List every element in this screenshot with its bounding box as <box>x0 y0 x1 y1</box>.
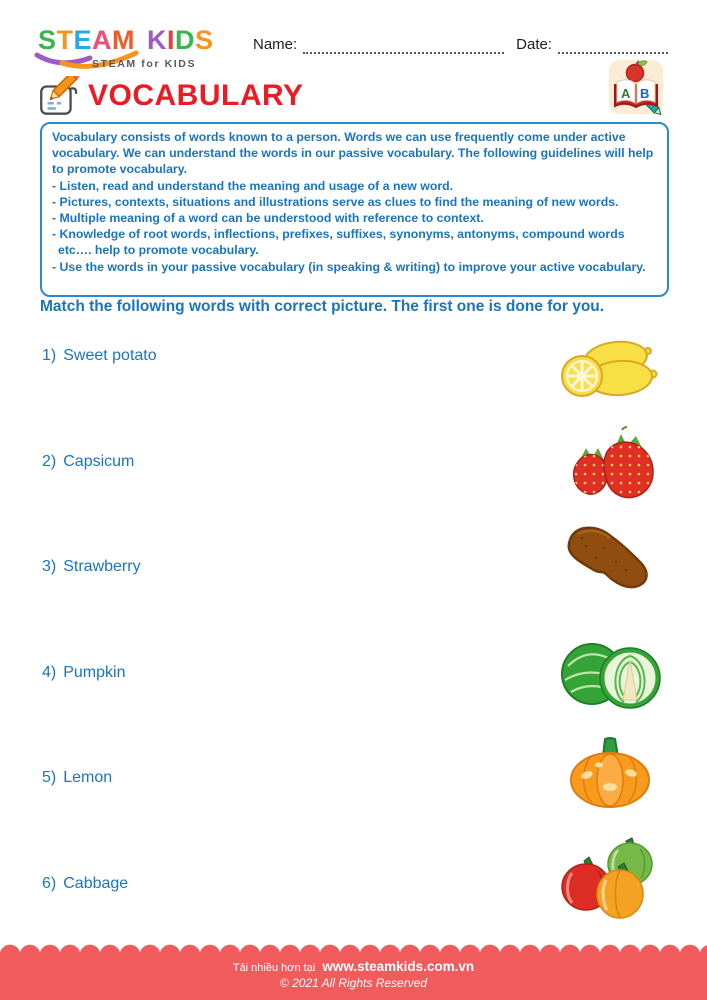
item-number: 3) <box>42 558 57 575</box>
word-item-4 <box>42 663 125 683</box>
info-bullet: - Pictures, contexts, situations and illustrations serve as clues to find the meaning of new words. <box>52 194 619 209</box>
match-row-5 <box>0 735 707 809</box>
info-bullet: - Knowledge of root words, inflections, prefixes, suffixes, synonyms, antonyms, compound words etc…. help to promote vocabulary. <box>52 227 625 258</box>
footer-download-text: Tải nhiều hơn tại <box>232 962 316 974</box>
book-letter-b: B <box>640 86 650 101</box>
page-title: VOCABULARY <box>88 79 304 112</box>
footer <box>0 944 707 1000</box>
footer-url-link[interactable]: www.steamkids.com.vn <box>322 959 475 974</box>
word-item-6 <box>42 874 128 894</box>
info-bullet: - Multiple meaning of a word can be understood with reference to context. <box>52 211 484 226</box>
logo-letter: S <box>38 25 57 55</box>
match-row-3 <box>0 518 707 598</box>
book-letter-a: A <box>621 86 631 101</box>
item-number: 1) <box>42 347 57 364</box>
item-word: Sweet potato <box>63 347 157 364</box>
logo-letter: I <box>167 25 176 55</box>
logo-letter: E <box>73 25 93 55</box>
info-paragraph: Vocabulary consists of words known to a person. Words we can use frequently come under active vocabulary. We can understand the words in our passive vocabulary. The following guidelines will help to promote vocabulary. <box>52 130 654 177</box>
footer-body <box>0 955 707 1000</box>
item-number: 4) <box>42 664 57 681</box>
match-row-4 <box>0 630 707 714</box>
match-row-2 <box>0 426 707 504</box>
pumpkin-illustration <box>561 735 659 809</box>
word-item-1 <box>42 346 157 366</box>
info-bullet: - Listen, read and understand the meaning and usage of a new word. <box>52 178 454 193</box>
match-instruction: Match the following words with correct picture. The first one is done for you. <box>40 298 605 315</box>
logo-letter: S <box>195 25 214 55</box>
word-item-5 <box>42 768 112 788</box>
logo-letter: A <box>92 25 113 55</box>
name-date-row <box>253 36 668 54</box>
pencil-scroll-icon <box>36 76 80 120</box>
footer-scallop-edge <box>0 944 707 955</box>
strawberries-illustration <box>564 426 658 504</box>
item-word: Capsicum <box>63 453 135 470</box>
item-word: Lemon <box>63 769 113 786</box>
date-field-line[interactable] <box>558 37 668 54</box>
item-number: 2) <box>42 453 57 470</box>
logo-letter: T <box>56 25 74 55</box>
name-field-line[interactable] <box>303 37 504 54</box>
lemons-illustration <box>556 336 662 402</box>
sweet-potato-illustration <box>556 518 660 596</box>
item-number: 5) <box>42 769 57 786</box>
item-word: Pumpkin <box>63 664 126 681</box>
word-item-3 <box>42 557 141 577</box>
capsicums-illustration <box>556 835 666 920</box>
item-number: 6) <box>42 875 57 892</box>
name-label: Name: <box>253 36 298 53</box>
abc-book-icon <box>608 56 664 116</box>
logo-letter: M <box>112 25 136 55</box>
item-word: Strawberry <box>63 558 141 575</box>
match-row-6 <box>0 835 707 921</box>
cabbage-illustration <box>558 630 662 712</box>
info-bullet: - Use the words in your passive vocabulary (in speaking & writing) to improve your active vocabulary. <box>52 259 646 274</box>
date-label: Date: <box>516 36 552 53</box>
match-row-1 <box>0 336 707 406</box>
logo-letter: K <box>147 25 168 55</box>
logo-tagline: STEAM for KIDS <box>92 58 197 70</box>
word-item-2 <box>42 452 134 472</box>
footer-copyright: © 2021 All Rights Reserved <box>279 976 428 990</box>
item-word: Cabbage <box>63 875 129 892</box>
logo-letter: D <box>175 25 196 55</box>
vocabulary-info-box <box>40 122 669 297</box>
